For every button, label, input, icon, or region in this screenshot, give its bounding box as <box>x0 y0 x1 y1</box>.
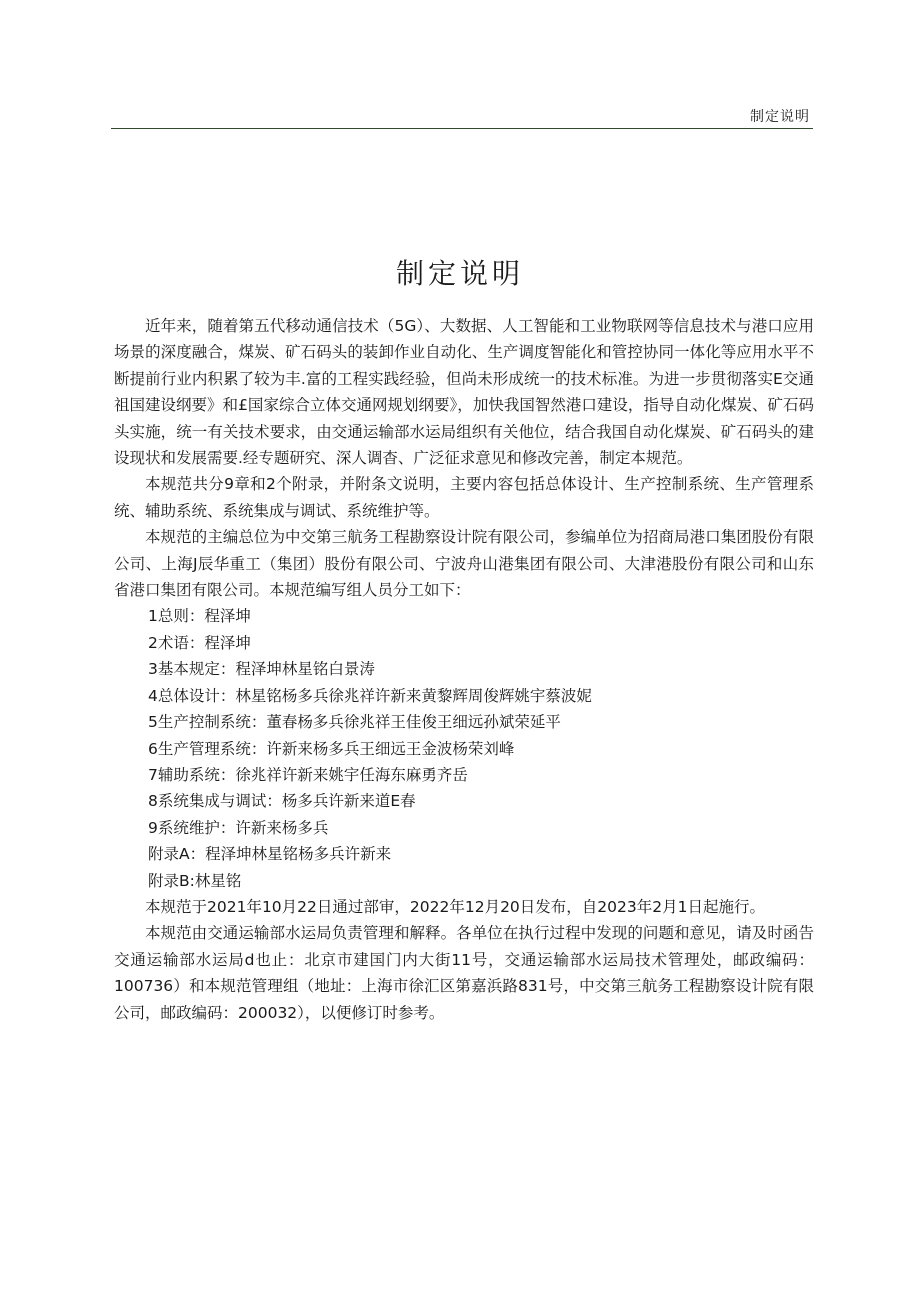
staff-list-item: 2术语：程泽坤 <box>148 633 251 652</box>
staff-list-item: 8系统集成与调试：杨多兵许新来道E春 <box>148 792 416 811</box>
staff-list-item: 5生产控制系统：董春杨多兵徐兆祥王佳俊王细远孙斌荣延平 <box>148 713 561 732</box>
staff-list-item: 9系统维护：许新来杨多兵 <box>148 818 329 837</box>
paragraph-contact: 本规范由交通运输部水运局负责管理和解释。各单位在执行过程中发现的问题和意见，请及时函告交通运输部水运局d也止：北京市建国门内大街11号，交通运输部水运局技术管理处，邮政编码：100736）和本规范管理组（地址：上海市徐汇区第嘉浜路831号，中交第三航务工程勘察设计院有限公司，邮政编码：200032），以便修订时参考。 <box>114 924 814 1022</box>
document-body <box>114 313 814 1026</box>
staff-list-item: 6生产管理系统：许新来杨多兵王细远王金波杨荣刘峰 <box>148 739 515 758</box>
running-header: 制定说明 <box>750 109 810 125</box>
staff-list-item: 7辅助系统：徐兆祥许新来姚宇任海东麻勇齐岳 <box>148 765 468 784</box>
staff-list-item: 附录B:林星铭 <box>148 871 242 890</box>
paragraph-scope: 本规范共分9章和2个附录，并附条文说明，主要内容包括总体设计、生产控制系统、生产管理系统、辅助系统、系统集成与调试、系统维护等。 <box>114 475 814 520</box>
staff-list-item: 3基本规定：程泽坤林星铭白景涛 <box>148 660 375 679</box>
header-divider <box>111 128 813 129</box>
staff-list-item: 1总则：程泽坤 <box>148 607 251 626</box>
staff-list-item: 附录A：程泽坤林星铭杨多兵许新来 <box>148 845 392 864</box>
paragraph-editors: 本规范的主编总位为中交第三航务工程勘察设计院有限公司，参编单位为招商局港口集团股份有限公司、上海J辰华重工（集团）股份有限公司、宁波舟山港集团有限公司、大津港股份有限公司和山东省港口集团有限公司。本规范编写组人员分工如下： <box>114 528 814 600</box>
paragraph-dates: 本规范于2021年10月22日通过部审，2022年12月20日发布，自2023年2月1日起施行。 <box>145 897 765 916</box>
paragraph-intro: 近年来，随着第五代移动通信技术（5G）、大数据、人工智能和工业物联网等信息技术与港口应用场景的深度融合，煤炭、矿石码头的装卸作业自动化、生产调度智能化和管控协同一体化等应用水平不断提前行业内积累了较为丰.富的工程实践经验，但尚未形成统一的技术标准。为进一步贯彻落实E交通祖国建设纲要》和£国家综合立体交通网规划纲要》，加快我国智然港口建设，指导自动化煤炭、矿石码头实施，统一有关技术要求，由交通运输部水运局组织有关他位，结合我国自动化煤炭、矿石码头的建设现状和发展需要.经专题研究、深人调杳、广泛征求意见和修改完善，制定本规范。 <box>114 317 814 468</box>
staff-list-item: 4总体设计：林星铭杨多兵徐兆祥许新来黄黎辉周俊辉姚宇蔡波妮 <box>148 686 592 705</box>
page-title: 制定说明 <box>395 257 524 290</box>
